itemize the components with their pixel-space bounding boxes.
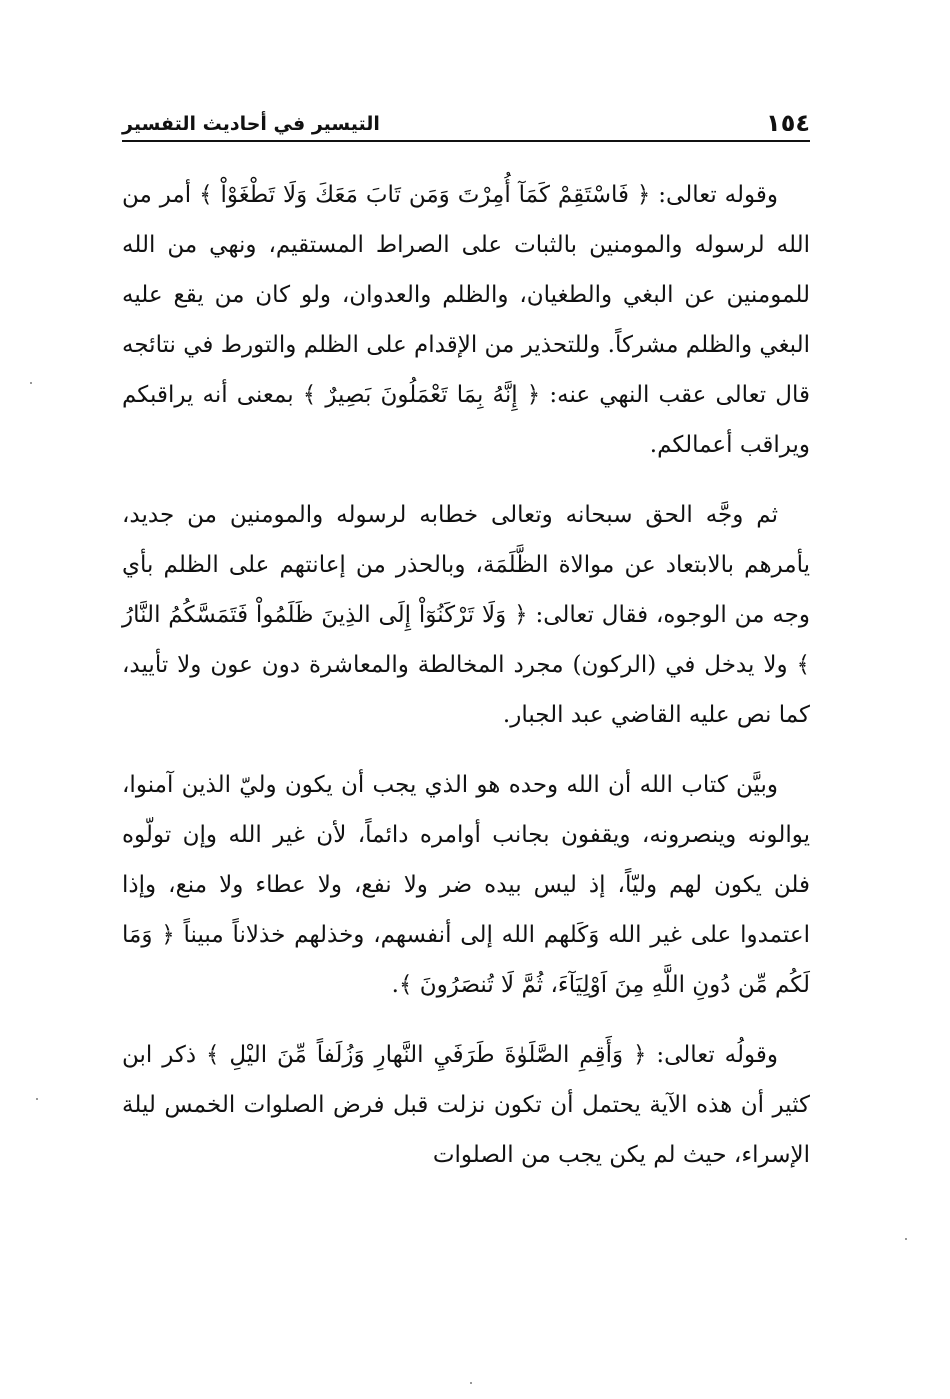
- paragraph-text: ذكر ابن كثير أن هذه الآية يحتمل أن تكون نزلت قبل فرض الصلوات الخمس ليلة الإسراء، حيث لم يكن يجب من الصلوات: [122, 1042, 810, 1168]
- paragraph-1: [122, 170, 810, 470]
- scan-speck: [470, 1382, 472, 1384]
- paragraph-text: وبيَّن كتاب الله أن الله وحده هو الذي يجب أن يكون وليّ الذين آمنوا، يوالونه وينصرونه، ويقفون بجانب أوامره دائماً، لأن غير الله وإن تولّوه فلن يكون لهم وليّاً، إذ ليس بيده ضر ولا نفع، ولا عطاء ولا منع، وإذا اعتمدوا على غير الله وَكَلهم الله إلى أنفسهم، وخذلهم خذلاناً مبيناً: [122, 772, 810, 948]
- paragraph-text: وقوله تعالى:: [650, 182, 778, 208]
- scan-speck: [36, 1098, 38, 1100]
- paragraph-text: وقولُه تعالى:: [646, 1042, 778, 1068]
- quran-verse: ﴿ إِنَّهُ بِمَا تَعْمَلُونَ بَصِيرٌ ﴾: [302, 382, 541, 408]
- paragraph-text: أمر من الله لرسوله والمومنين بالثبات على الصراط المستقيم، ونهي من الله للمومنين عن البغي والطغيان، والظلم والعدوان، ولو كان من يقع عليه البغي والظلم مشركاً. وللتحذير من الإقدام على الظلم والتورط في نتائجه قال تعالى عقب النهي عنه:: [121, 182, 810, 408]
- body-text: [122, 170, 810, 1200]
- quran-verse: ﴿ وَأَقِمِ الصَّلَوٰةَ طَرَفَيِ النَّهارِ وَزُلَفاً مِّنَ اليْلِ ﴾: [205, 1042, 647, 1068]
- page-header: [122, 104, 810, 142]
- quran-verse: ﴿ فَاسْتَقِمْ كَمَآ أُمِرْتَ وَمَن تَابَ مَعَكَ وَلَا تَطْغَوْاْ ﴾: [199, 182, 651, 208]
- quran-verse: ﴿ وَلَا تَرْكَنُوٓاْ إِلَى الذِينَ ظَلَمُواْ فَتَمَسَّكُمُ النَّارُ ﴾: [122, 602, 810, 678]
- running-title: التيسير في أحاديث التفسير: [122, 113, 380, 135]
- paragraph-3: [122, 760, 810, 1010]
- paragraph-2: [122, 490, 810, 740]
- page-number: ١٥٤: [766, 109, 810, 137]
- scan-speck: [905, 1238, 907, 1240]
- quran-verse: ﴿ وَمَا لَكُم مِّن دُونِ اللَّهِ مِنَ اَوْلِيَآءَ، ثُمَّ لَا تُنصَرُونَ ﴾: [122, 922, 810, 998]
- paragraph-text: .: [391, 972, 399, 998]
- paragraph-text: بمعنى أنه يراقبكم ويراقب أعمالكم.: [122, 382, 810, 458]
- paragraph-text: ولا يدخل في (الركون) مجرد المخالطة والمعاشرة دون عون ولا تأييد، كما نص عليه القاضي عبد الجبار.: [122, 652, 810, 728]
- paragraph-text: ثم وجَّه الحق سبحانه وتعالى خطابه لرسوله والمومنين من جديد، يأمرهم بالابتعاد عن موالاة الظَّلَمَة، وبالحذر من إعانتهم على الظلم بأي وجه من الوجوه، فقال تعالى:: [122, 502, 810, 628]
- scan-speck: [30, 382, 32, 384]
- paragraph-4: [122, 1030, 810, 1180]
